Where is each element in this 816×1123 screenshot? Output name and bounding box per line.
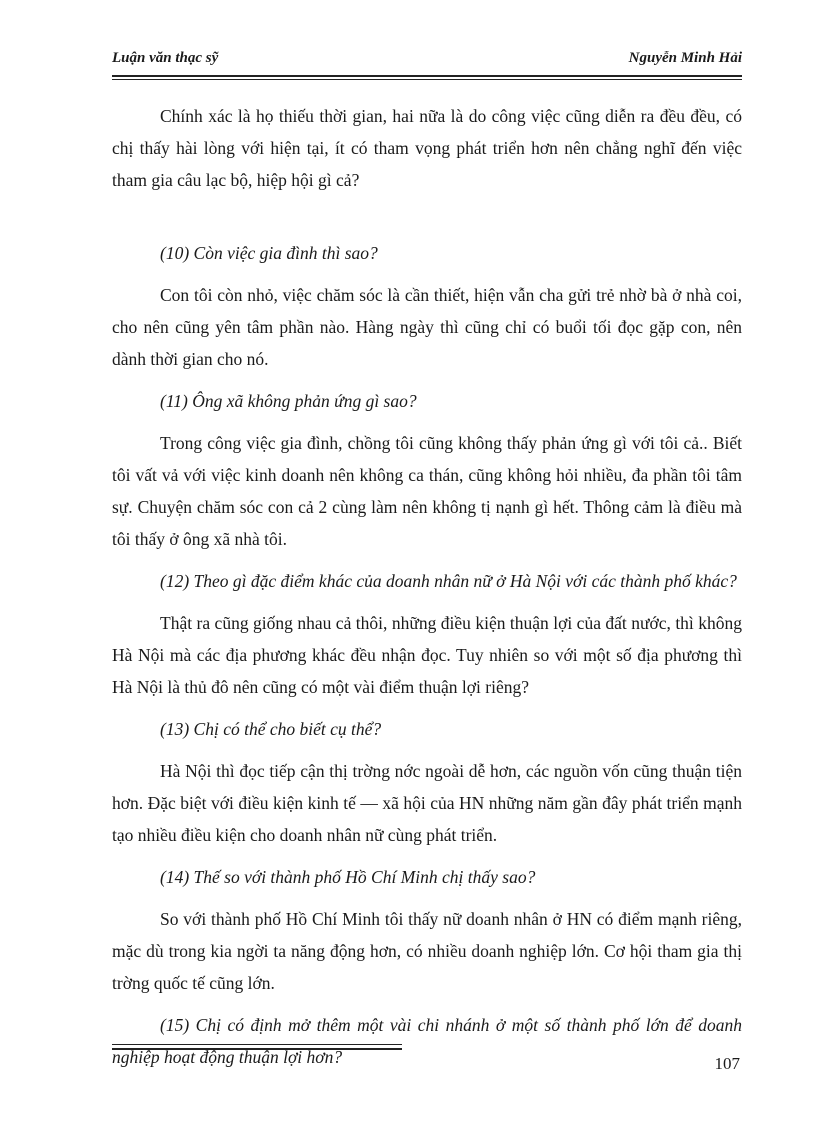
answer-paragraph: Con tôi còn nhỏ, việc chăm sóc là cần thiết, hiện vẫn cha gửi trẻ nhờ bà ở nhà coi, cho nên cũng yên tâm phần nào. Hàng ngày thì cũng chỉ có buổi tối đọc gặp con, nên dành thời gian cho nó. [112,285,742,369]
question-14: (14) Thế so với thành phố Hồ Chí Minh chị thấy sao? [160,867,536,887]
answer-paragraph: Trong công việc gia đình, chồng tôi cũng không thấy phản ứng gì với tôi cả.. Biết tôi vất vả với việc kinh doanh nên không ca thán, cũng không hỏi nhiều, đa phần tôi tâm sự. Chuyện chăm sóc con cả 2 cùng làm nên không tị nạnh gì hết. Thông cảm là điều mà tôi thấy ở ông xã nhà tôi. [112,433,742,549]
answer-paragraph: Hà Nội thì đọc tiếp cận thị trờng nớc ngoài dễ hơn, các nguồn vốn cũng thuận tiện hơn. Đặc biệt với điều kiện kinh tế — xã hội của HN những năm gần đây phát triển mạnh tạo nhiều điều kiện cho doanh nhân nữ cùng phát triển. [112,761,742,845]
answer-paragraph: Thật ra cũng giống nhau cả thôi, những điều kiện thuận lợi của đất nước, thì không Hà Nội mà các địa phương khác đều nhận đọc. Tuy nhiên so với một số địa phương thì Hà Nội là thủ đô nên cũng có một vài điểm thuận lợi riêng? [112,613,742,697]
footer-rule-thin [112,1044,402,1045]
header-thesis-label: Luận văn thạc sỹ [112,50,219,66]
page-number: 107 [714,1054,740,1073]
page-body [112,100,742,1073]
header-rule [112,75,742,77]
answer-paragraph: Chính xác là họ thiếu thời gian, hai nữa là do công việc cũng diễn ra đều đều, có chị thấy hài lòng với hiện tại, ít có tham vọng phát triển hơn nên chẳng nghĩ đến việc tham gia câu lạc bộ, hiệp hội gì cả? [112,106,742,190]
question-10: (10) Còn việc gia đình thì sao? [160,243,378,263]
page-header [112,50,742,72]
question-15: (15) Chị có định mở thêm một vài chi nhánh ở một số thành phố lớn để doanh nghiệp hoạt động thuận lợi hơn? [112,1015,742,1067]
header-rule-thin [112,79,742,80]
answer-paragraph: So với thành phố Hồ Chí Minh tôi thấy nữ doanh nhân ở HN có điểm mạnh riêng, mặc dù trong kia ngời ta năng động hơn, có nhiều doanh nghiệp lớn. Cơ hội tham gia thị trờng quốc tế cũng lớn. [112,909,742,993]
question-11: (11) Ông xã không phản ứng gì sao? [160,391,417,411]
question-12: (12) Theo gì đặc điểm khác của doanh nhân nữ ở Hà Nội với các thành phố khác? [160,571,737,591]
question-13: (13) Chị có thể cho biết cụ thể? [160,719,382,739]
footer-rule [112,1048,402,1050]
header-author-name: Nguyễn Minh Hải [628,50,742,66]
